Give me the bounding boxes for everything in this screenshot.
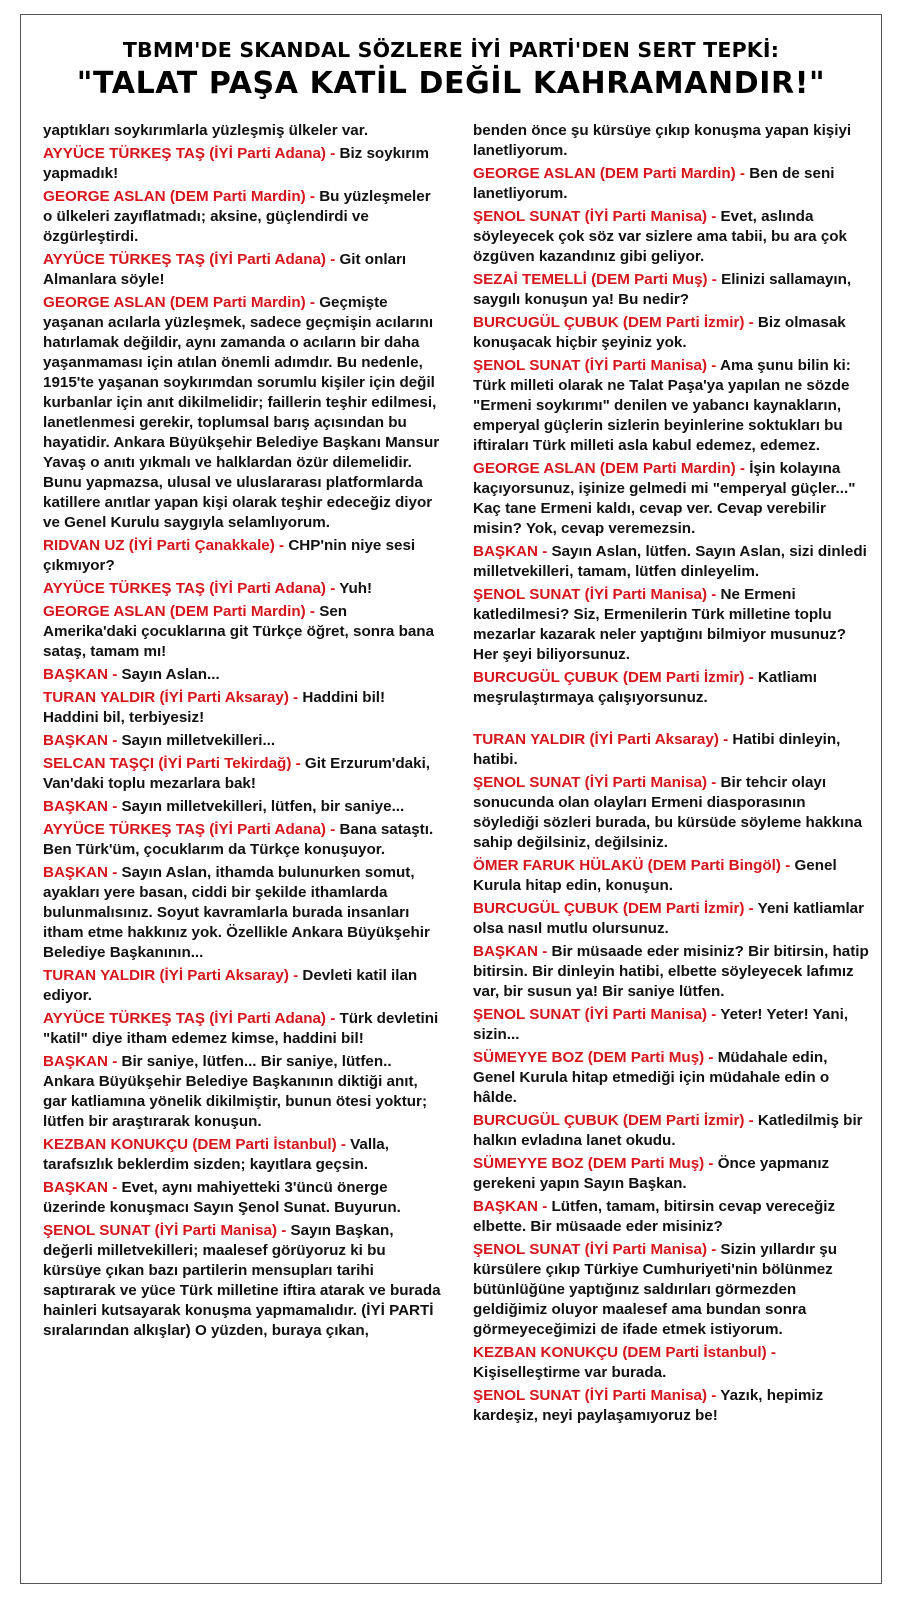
transcript-paragraph [43,602,443,662]
speaker-label: TURAN YALDIR (İYİ Parti Aksaray) - [473,731,729,748]
transcript-paragraph [473,856,873,896]
speech-text: yaptıkları soykırımlarla yüzleşmiş ülkeler var. [43,122,369,139]
speaker-label: GEORGE ASLAN (DEM Parti Mardin) - [473,165,745,182]
speech-text: Biz olmasak konuşacak hiçbir şeyiniz yok. [473,314,846,351]
transcript-paragraph [43,754,443,794]
speaker-label: GEORGE ASLAN (DEM Parti Mardin) - [43,188,315,205]
speaker-label: ŞENOL SUNAT (İYİ Parti Manisa) - [473,586,717,603]
speaker-label: AYYÜCE TÜRKEŞ TAŞ (İYİ Parti Adana) - [43,251,336,268]
speaker-label: BURCUGÜL ÇUBUK (DEM Parti İzmir) - [473,669,754,686]
speech-text: Kişiselleştirme var burada. [473,1364,667,1381]
transcript-paragraph [473,1240,873,1340]
article-frame [20,14,882,1584]
transcript-paragraph [43,665,443,685]
speech-text: Yazık, hepimiz kardeşiz, neyi paylaşamıyoruz be! [473,1387,824,1424]
transcript-paragraph [473,270,873,310]
speech-text: Evet, aynı mahiyetteki 3'üncü önerge üzerinde konuşmacı Sayın Şenol Sunat. Buyurun. [43,1179,401,1216]
transcript-paragraph [43,187,443,247]
transcript-paragraph [473,207,873,267]
speech-text: Evet, aslında söyleyecek çok söz var sizlere ama tabii, bu ara çok özgüven kazandınız gibi geliyor. [473,208,847,265]
speech-text: Ne Ermeni katledilmesi? Siz, Ermenilerin Türk milletine toplu mezarlar kazarak neler yaptığını bilmiyor musunuz? Her şeyi biliyorsunuz. [473,586,847,663]
speaker-label: BAŞKAN - [473,943,548,960]
transcript-paragraph [43,121,443,141]
speech-text: benden önce şu kürsüye çıkıp konuşma yapan kişiyi lanetliyorum. [473,122,852,159]
transcript-paragraph [43,144,443,184]
transcript-paragraph [473,164,873,204]
transcript-paragraph [43,1178,443,1218]
transcript-paragraph [43,1009,443,1049]
transcript-paragraph [43,1221,443,1341]
speech-text: Sayın milletvekilleri, lütfen, bir saniye... [117,798,405,815]
speaker-label: ŞENOL SUNAT (İYİ Parti Manisa) - [473,1006,717,1023]
speech-text: Elinizi sallamayın, saygılı konuşun ya! Bu nedir? [473,271,852,308]
speech-text: Bu yüzleşmeler o ülkeleri zayıflatmadı; aksine, güçlendirdi ve özgürleştirdi. [43,188,431,245]
speech-text: Sayın Aslan, lütfen. Sayın Aslan, sizi dinledi milletvekilleri, tamam, lütfen dinleyelim. [473,543,867,580]
transcript-paragraph [43,688,443,728]
speaker-label: GEORGE ASLAN (DEM Parti Mardin) - [43,603,315,620]
speech-text: Bana sataştı. Ben Türk'üm, çocuklarım da Türkçe konuşuyor. [43,821,434,858]
speaker-label: BAŞKAN - [473,543,548,560]
speech-text: Müdahale edin, Genel Kurula hitap etmediği için müdahale edin o hâlde. [473,1049,830,1106]
speaker-label: BAŞKAN - [43,798,118,815]
transcript-paragraph [43,1052,443,1132]
speech-text: Katliamı meşrulaştırmaya çalışıyorsunuz. [473,669,818,706]
transcript-paragraph [473,1343,873,1383]
transcript-paragraph [43,820,443,860]
transcript-paragraph [473,313,873,353]
transcript-paragraph [43,863,443,963]
right-column [473,121,873,1571]
speech-text: Devleti katil ilan ediyor. [43,967,418,1004]
speech-text: Sayın milletvekilleri... [117,732,276,749]
speaker-label: ŞENOL SUNAT (İYİ Parti Manisa) - [473,774,717,791]
transcript-paragraph [473,585,873,665]
transcript-paragraph [473,542,873,582]
speech-text: Sayın Başkan, değerli milletvekilleri; maalesef görüyoruz ki bu kürsüye çıkan bazı partilerin mensupları tarihi saptırarak ve yüce Türk milletine iftira atarak ve burada hainleri kutsayarak konuşma yapmamalıdır. (İYİ PARTİ sıralarından alkışlar) O yüzden, buraya çıkan, [43,1222,441,1339]
speaker-label: AYYÜCE TÜRKEŞ TAŞ (İYİ Parti Adana) - [43,1010,336,1027]
transcript-paragraph [43,250,443,290]
speaker-label: AYYÜCE TÜRKEŞ TAŞ (İYİ Parti Adana) - [43,821,336,838]
headline-line-2: "TALAT PAŞA KATİL DEĞİL KAHRAMANDIR!" [76,66,826,101]
transcript-paragraph [473,121,873,161]
transcript-paragraph [473,459,873,539]
speech-text: Sen Amerika'daki çocuklarına git Türkçe öğret, sonra bana sataş, tamam mı! [43,603,435,660]
speaker-label: BURCUGÜL ÇUBUK (DEM Parti İzmir) - [473,314,754,331]
transcript-paragraph [473,773,873,853]
speaker-label: ŞENOL SUNAT (İYİ Parti Manisa) - [473,208,717,225]
speaker-label: TURAN YALDIR (İYİ Parti Aksaray) - [43,689,299,706]
speech-text: Ama şunu bilin ki: Türk milleti olarak ne Talat Paşa'ya yapılan ne sözde "Ermeni soykırımı" denilen ve yabancı kaynakların, emperyal güçlerin sizlerin beyinlerine soktukları bu iftiraları Türk milleti asla kabul edemez, edemez. [473,357,851,454]
speaker-label: RIDVAN UZ (İYİ Parti Çanakkale) - [43,537,285,554]
speech-text: Biz soykırım yapmadık! [43,145,429,182]
speech-text: CHP'nin niye sesi çıkmıyor? [43,537,416,574]
transcript-paragraph [473,1197,873,1237]
speech-text: Türk devletini "katil" diye itham edemez kimse, haddini bil! [43,1010,439,1047]
transcript-paragraph [473,1386,873,1426]
speaker-label: GEORGE ASLAN (DEM Parti Mardin) - [473,460,745,477]
speaker-label: ŞENOL SUNAT (İYİ Parti Manisa) - [473,1387,717,1404]
speech-text: Sayın Aslan... [117,666,220,683]
speech-text: Önce yapmanız gerekeni yapın Sayın Başkan. [473,1155,830,1192]
speaker-label: TURAN YALDIR (İYİ Parti Aksaray) - [43,967,299,984]
speaker-label: BAŞKAN - [43,1179,118,1196]
article-body [43,121,873,1571]
speaker-label: ŞENOL SUNAT (İYİ Parti Manisa) - [473,1241,717,1258]
transcript-paragraph [473,942,873,1002]
speaker-label: BAŞKAN - [43,864,118,881]
speech-text: Bir tehcir olayı sonucunda olan olayları Ermeni diasporasının söylediği sözleri burada, bu kürsüde söyleme hakkına sahip değilsiniz, değilsiniz. [473,774,863,851]
headline [21,37,881,103]
speech-text: Valla, tarafsızlık beklerdim sizden; kayıtlara geçsin. [43,1136,389,1173]
speaker-label: BAŞKAN - [43,666,118,683]
speaker-label: BAŞKAN - [473,1198,548,1215]
speech-text: Git Erzurum'daki, Van'daki toplu mezarlara bak! [43,755,431,792]
speaker-label: BURCUGÜL ÇUBUK (DEM Parti İzmir) - [473,1112,754,1129]
transcript-paragraph [473,1048,873,1108]
headline-line-1: TBMM'DE SKANDAL SÖZLERE İYİ PARTİ'DEN SERT TEPKİ: [122,38,780,62]
speaker-label: KEZBAN KONUKÇU (DEM Parti İstanbul) - [473,1344,776,1361]
speech-text: Sizin yıllardır şu kürsülere çıkıp Türkiye Cumhuriyeti'nin bölünmez bütünlüğüne yaptığınız saldırıları görmezden geldiğimiz oluyor maalesef ama bundan sonra görmeyeceğimizi de ifade etmek istiyorum. [473,1241,838,1338]
transcript-paragraph [473,1154,873,1194]
speaker-label: ŞENOL SUNAT (İYİ Parti Manisa) - [473,357,717,374]
transcript-paragraph [43,536,443,576]
speech-text: Git onları Almanlara söyle! [43,251,407,288]
speech-text: Sayın Aslan, ithamda bulunurken somut, ayakları yere basan, ciddi bir şekilde ithamlarda bulunmalısınız. Soyut kavramlarla burada insanları itham etme hakkınız yok. Özellikle Ankara Büyükşehir Belediye Başkanının... [43,864,430,961]
transcript-paragraph [43,579,443,599]
speaker-label: SÜMEYYE BOZ (DEM Parti Muş) - [473,1049,714,1066]
transcript-paragraph [473,356,873,456]
speech-text: Yuh! [335,580,373,597]
speaker-label: AYYÜCE TÜRKEŞ TAŞ (İYİ Parti Adana) - [43,145,336,162]
speech-text: Geçmişte yaşanan acılarla yüzleşmek, sadece geçmişin acılarını hatırlamak değildir, aynı zamanda o acıların bir daha yaşanmaması için atılan önemli adımdır. Bu nedenle, 1915'te yaşanan soykırımdan sorumlu kişiler için değil kurbanlar için anıt dikilmelidir; faillerin teşhir edilmesi, lanetlenmesi gerekir, toplumsal barış açısından bu hayatidir. Ankara Büyükşehir Belediye Başkanı Mansur Yavaş o anıtı yıkmalı ve halklardan özür dilemelidir. Bunu yapmazsa, ulusal ve uluslararası platformlarda katillere anıtlar yapan kişi olarak teşhir edeceğiz diyor ve Genel Kurulu saygıyla selamlıyorum. [43,294,440,531]
speech-text: Bir müsaade eder misiniz? Bir bitirsin, hatip bitirsin. Bir dinleyin hatibi, elbette söyleyecek lafımız var, bir susun ya! Bir saniye lütfen. [473,943,869,1000]
transcript-paragraph [43,1135,443,1175]
speech-text: Yeter! Yeter! Yani, sizin... [473,1006,849,1043]
transcript-paragraph [473,899,873,939]
transcript-paragraph [43,966,443,1006]
speaker-label: BAŞKAN - [43,732,118,749]
left-column [43,121,443,1571]
speech-text: Bir saniye, lütfen... Bir saniye, lütfen.. Ankara Büyükşehir Belediye Başkanının diktiği anıt, gar katliamına yönelik dikilmiştir, bunun ötesi yoktur; lütfen bir araştırarak konuşun. [43,1053,427,1130]
transcript-paragraph [473,1111,873,1151]
transcript-paragraph [473,730,873,770]
speech-text: Haddini bil! Haddini bil, terbiyesiz! [43,689,386,726]
speaker-label: BAŞKAN - [43,1053,118,1070]
transcript-paragraph [473,1005,873,1045]
speaker-label: BURCUGÜL ÇUBUK (DEM Parti İzmir) - [473,900,754,917]
speaker-label: SÜMEYYE BOZ (DEM Parti Muş) - [473,1155,714,1172]
speaker-label: SEZAİ TEMELLİ (DEM Parti Muş) - [473,271,717,288]
speaker-label: GEORGE ASLAN (DEM Parti Mardin) - [43,294,315,311]
speaker-label: ÖMER FARUK HÜLAKÜ (DEM Parti Bingöl) - [473,857,791,874]
speaker-label: KEZBAN KONUKÇU (DEM Parti İstanbul) - [43,1136,346,1153]
speech-text: Hatibi dinleyin, hatibi. [473,731,841,768]
transcript-paragraph [43,731,443,751]
speech-text: Ben de seni lanetliyorum. [473,165,835,202]
speech-text: Yeni katliamlar olsa nasıl mutlu olursunuz. [473,900,865,937]
speaker-label: SELCAN TAŞÇI (İYİ Parti Tekirdağ) - [43,755,301,772]
speech-text: Katledilmiş bir halkın evladına lanet okudu. [473,1112,863,1149]
transcript-paragraph [43,797,443,817]
transcript-paragraph [473,668,873,708]
speech-text: Genel Kurula hitap edin, konuşun. [473,857,837,894]
speaker-label: ŞENOL SUNAT (İYİ Parti Manisa) - [43,1222,287,1239]
speech-text: İşin kolayına kaçıyorsunuz, işinize gelmedi mi "emperyal güçler..." Kaç tane Ermeni kaldı, cevap ver. Cevap verebilir misin? Yok, cevap veremezsin. [473,460,856,537]
transcript-paragraph [43,293,443,533]
speech-text: Lütfen, tamam, bitirsin cevap vereceğiz elbette. Bir müsaade eder misiniz? [473,1198,836,1235]
speaker-label: AYYÜCE TÜRKEŞ TAŞ (İYİ Parti Adana) - [43,580,336,597]
